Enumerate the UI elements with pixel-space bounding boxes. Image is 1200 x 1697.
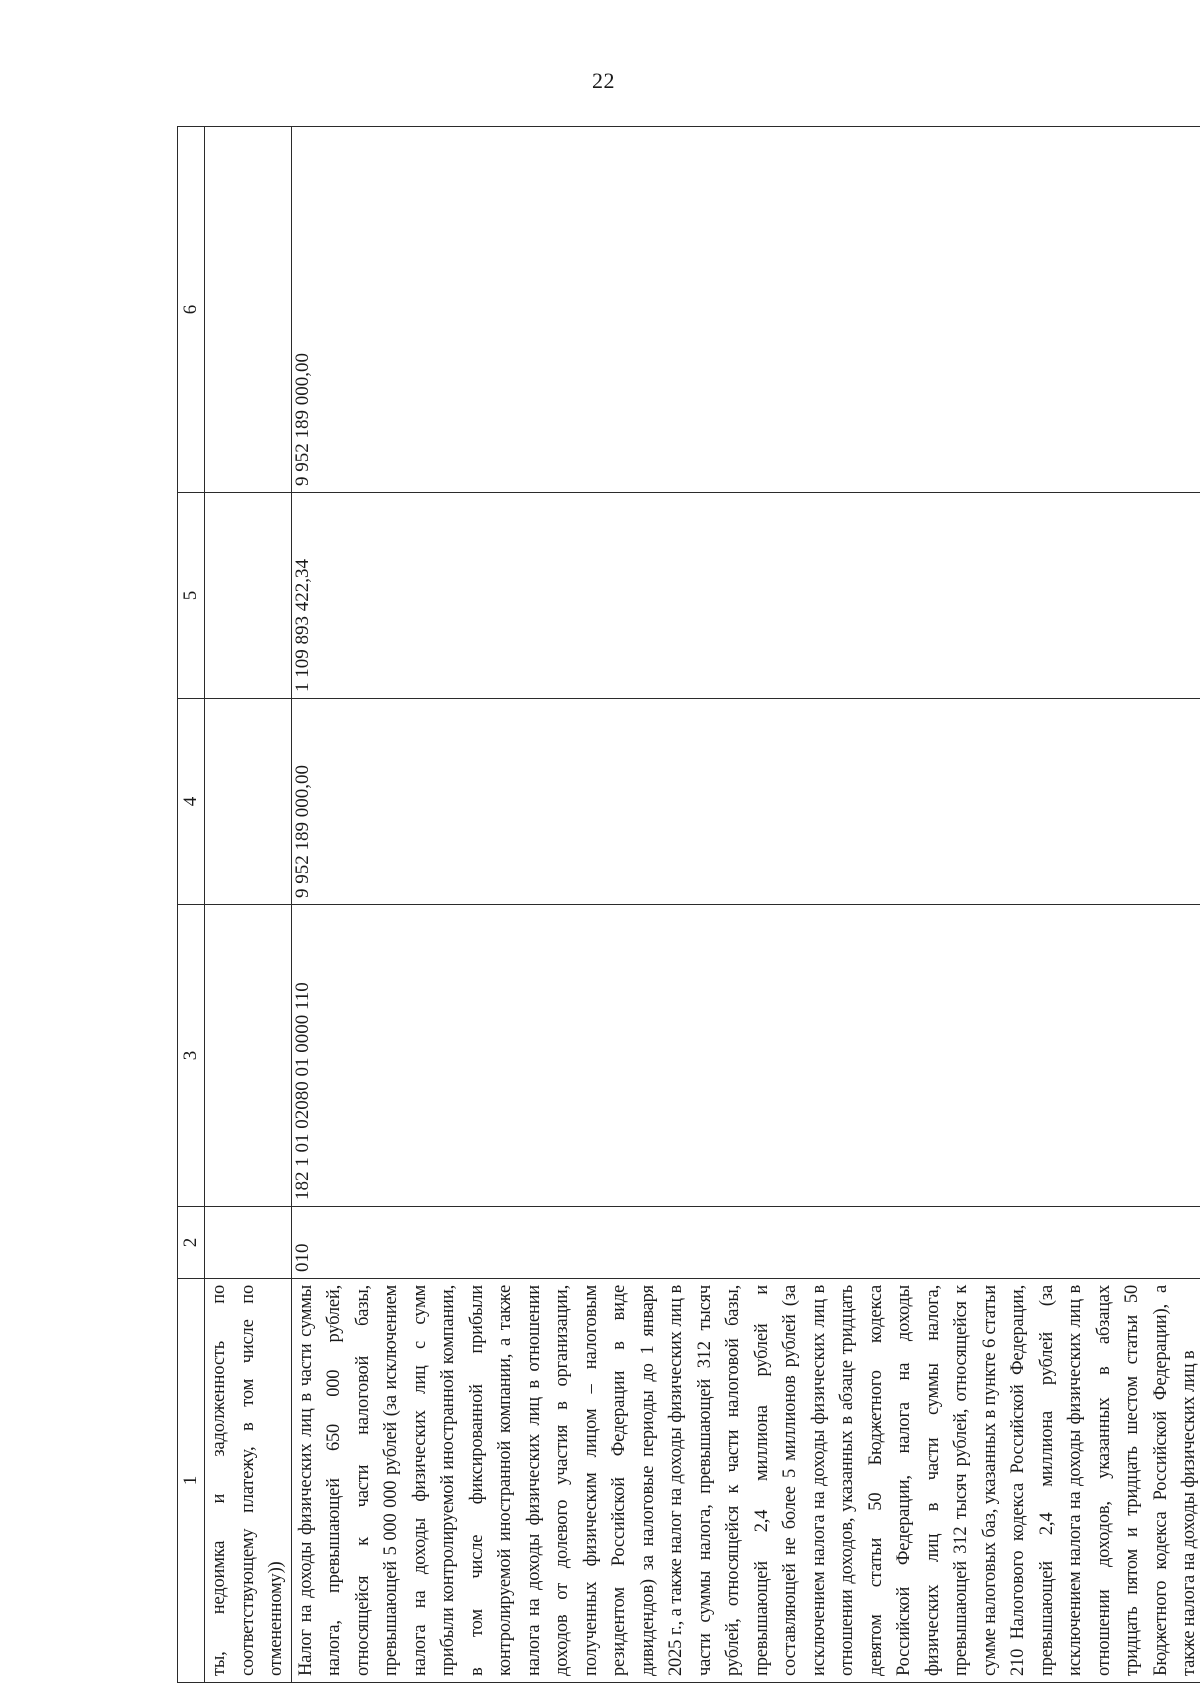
- row-executed: [205, 493, 292, 699]
- row-approved: 9 952 189 000,00: [291, 699, 1200, 905]
- column-number: 3: [178, 905, 205, 1207]
- row-approved: [205, 699, 292, 905]
- row-code: 010: [291, 1207, 1200, 1279]
- column-number: 6: [178, 127, 205, 493]
- row-col6: 9 952 189 000,00: [291, 127, 1200, 493]
- page-number: 22: [592, 68, 615, 93]
- column-number: 2: [178, 1207, 205, 1279]
- table-row: [291, 127, 1200, 1683]
- budget-table: [177, 126, 1200, 1683]
- row-kbk: 182 1 01 02080 01 0000 110: [291, 905, 1200, 1207]
- column-number: 1: [178, 1279, 205, 1683]
- table-row: [205, 127, 292, 1683]
- row-name: Налог на доходы физических лиц в части суммы налога, превышающей 650 000 рублей, относящейся к части налоговой базы, превышающей 5 000 000 рублей (за исключением налога на доходы физических лиц с сумм прибыли контролируемой иностранной компании, в том числе фиксированной прибыли контролируемой иностранной компании, а также налога на доходы физических лиц в отношении доходов от долевого участия в организации, полученных физическим лицом – налоговым резидентом Российской Федерации в виде дивидендов) за налоговые периоды до 1 января 2025 г., а также налог на доходы физических лиц в части суммы налога, превышающей 312 тысяч рублей, относящейся к части налоговой базы, превышающей 2,4 миллиона рублей и составляющей не более 5 миллионов рублей (за исключением налога на доходы физических лиц в отношении доходов, указанных в абзаце тридцать девятом статьи 50 Бюджетного кодекса Российской Федерации, налога на доходы физических лиц в части суммы налога, превышающей 312 тысяч рублей, относящейся к сумме налоговых баз, указанных в пункте 6 статьи 210 Налогового кодекса Российской Федерации, превышающей 2,4 миллиона рублей (за исключением налога на доходы физических лиц в отношении доходов, указанных в абзацах тридцать пятом и тридцать шестом статьи 50 Бюджетного кодекса Российской Федерации), а также налога на доходы физических лиц в: [291, 1279, 1200, 1683]
- column-number: 5: [178, 493, 205, 699]
- row-executed: 1 109 893 422,34: [291, 493, 1200, 699]
- column-number-row: [178, 127, 205, 1683]
- row-code: [205, 1207, 292, 1279]
- budget-table-rotated: [177, 127, 1199, 1683]
- row-kbk: [205, 905, 292, 1207]
- column-number: 4: [178, 699, 205, 905]
- row-col6: [205, 127, 292, 493]
- row-name: ты, недоимка и задолженность по соответствующему платежу, в том числе по отмененному)): [205, 1279, 292, 1683]
